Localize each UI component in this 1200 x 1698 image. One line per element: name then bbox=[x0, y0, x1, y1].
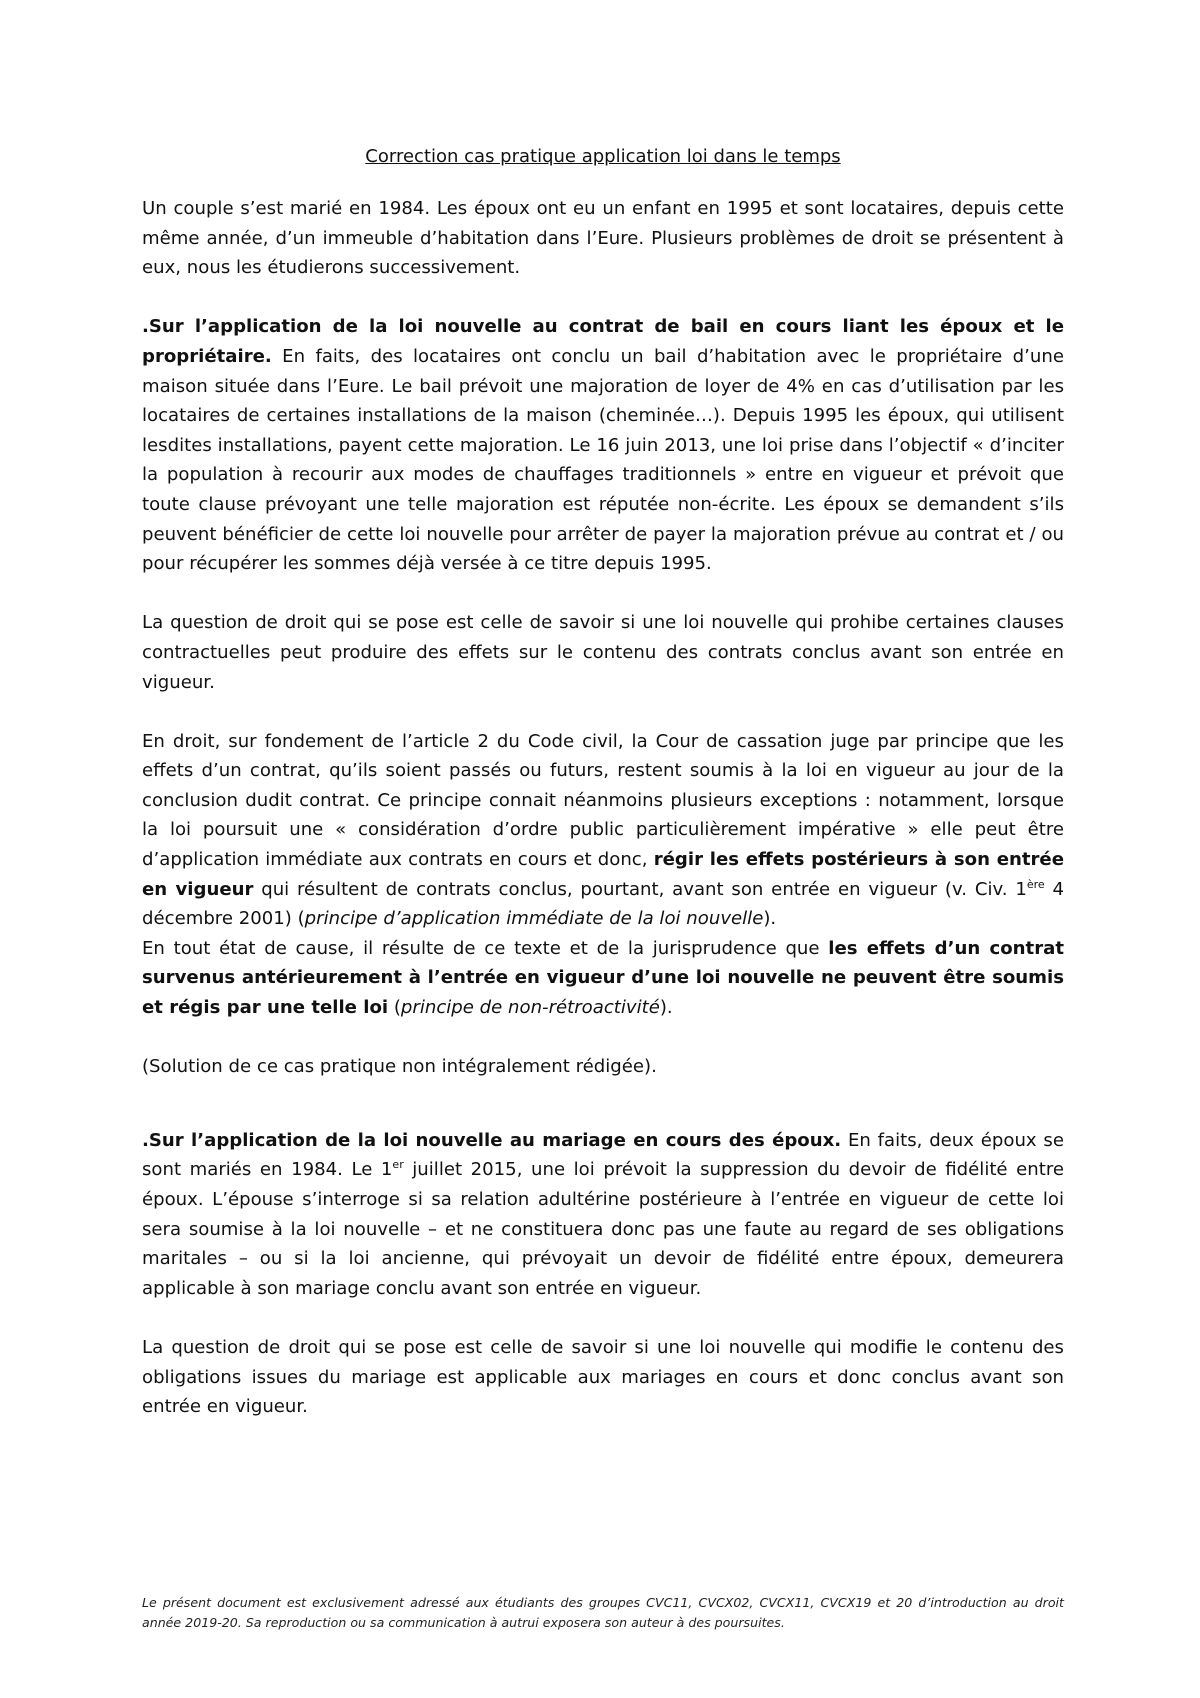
spacer bbox=[142, 697, 1064, 727]
section2-facts: juillet 2015, une loi prévoit la suppression du devoir de fidélité entre époux. L’épouse s’interroge si sa relation adultérine postérieure à l’entrée en vigueur de cette loi sera soumise à la loi nouvelle – et ne constituera donc pas une faute au regard de ses obligations maritales – ou si la loi ancienne, qui prévoyait un devoir de fidélité entre époux, demeurera applicable à son mariage conclu avant son entrée en vigueur. bbox=[142, 1159, 1064, 1299]
ordinal-superscript: er bbox=[392, 1158, 404, 1172]
section1-law-paragraph bbox=[142, 727, 1064, 934]
spacer bbox=[142, 1082, 1064, 1126]
law-bold: les effets d’un contrat survenus antérieurement à l’entrée en vigueur d’une loi nouvelle ne peuvent être soumis et régis par une telle loi bbox=[142, 937, 1064, 1019]
section1-question: La question de droit qui se pose est celle de savoir si une loi nouvelle qui prohibe certaines clauses contractuelles peut produire des effets sur le contenu des contrats conclus avant son entrée en vigueur. bbox=[142, 612, 1064, 693]
law-text: En droit, sur fondement de l’article 2 du Code civil, la Cour de cassation juge par principe que les effets d’un contrat, qu’ils soient passés ou futurs, restent soumis à la loi en vigueur au jour de la conclusion dudit contrat. Ce principe connait néanmoins plusieurs exceptions : notamment, lorsque la loi poursuit une « considération d’ordre public particulièrement impérative » elle peut être d’application immédiate aux contrats en cours et donc, bbox=[142, 730, 1064, 871]
document-page bbox=[142, 142, 1064, 1422]
section1-heading: .Sur l’application de la loi nouvelle au contrat de bail en cours liant les époux et le propriétaire. bbox=[142, 316, 1064, 367]
section2-question: La question de droit qui se pose est celle de savoir si une loi nouvelle qui modifie le contenu des obligations issues du mariage est applicable aux mariages en cours et donc conclus avant son entrée en vigueur. bbox=[142, 1336, 1064, 1418]
footer-notice: Le présent document est exclusivement adressé aux étudiants des groupes CVC11, CVCX02, CVCX11, CVCX19 et 20 d’introduction au droit année 2019-20. Sa reproduction ou sa communication à autrui exposera son auteur à des poursuites. bbox=[142, 1595, 1064, 1630]
law-italic: principe de non-rétroactivité bbox=[400, 997, 660, 1019]
section1-solution-note: (Solution de ce cas pratique non intégralement rédigée). bbox=[142, 1056, 657, 1078]
law-text: ( bbox=[388, 997, 401, 1019]
intro-paragraph: Un couple s’est marié en 1984. Les époux ont eu un enfant en 1995 et sont locataires, depuis cette même année, d’un immeuble d’habitation dans l’Eure. Plusieurs problèmes de droit se présentent à eux, nous les étudierons successivement. bbox=[142, 198, 1064, 279]
spacer bbox=[142, 579, 1064, 609]
section2-facts: En faits, deux époux se sont mariés en 1984. Le 1 bbox=[142, 1129, 1064, 1181]
section1-law-paragraph-2 bbox=[142, 934, 1064, 1023]
law-text: ). bbox=[659, 997, 673, 1019]
spacer bbox=[142, 283, 1064, 313]
law-text: qui résultent de contrats conclus, pourtant, avant son entrée en vigueur (v. Civ. 1 bbox=[253, 878, 1027, 900]
section2-heading: .Sur l’application de la loi nouvelle au mariage en cours des époux. bbox=[142, 1129, 842, 1151]
page-title: Correction cas pratique application loi dans le temps bbox=[365, 146, 841, 167]
law-text: En tout état de cause, il résulte de ce texte et de la jurisprudence que bbox=[142, 937, 829, 959]
law-italic: principe d’application immédiate de la loi nouvelle bbox=[304, 908, 764, 930]
law-bold: régir les effets postérieurs à son entrée en vigueur bbox=[142, 849, 1064, 900]
spacer bbox=[142, 1023, 1064, 1053]
section1-facts: En faits, des locataires ont conclu un bail d’habitation avec le propriétaire d’une maison située dans l’Eure. Le bail prévoit une majoration de loyer de 4% en cas d’utilisation par les locataires de certaines installations de la maison (cheminée…). Depuis 1995 les époux, qui utilisent lesdites installations, payent cette majoration. Le 16 juin 2013, une loi prise dans l’objectif « d’inciter la population à recourir aux modes de chauffages traditionnels » entre en vigueur et prévoit que toute clause prévoyant une telle majoration est réputée non-écrite. Les époux se demandent s’ils peuvent bénéficier de cette loi nouvelle pour arrêter de payer la majoration prévue au contrat et / ou pour récupérer les sommes déjà versée à ce titre depuis 1995. bbox=[142, 345, 1064, 575]
section2-facts-paragraph bbox=[142, 1126, 1064, 1304]
law-text: ). bbox=[763, 908, 777, 930]
law-text: 4 décembre 2001) ( bbox=[142, 878, 1064, 930]
section1-facts-paragraph bbox=[142, 312, 1064, 578]
spacer bbox=[142, 1303, 1064, 1333]
ordinal-superscript: ère bbox=[1026, 877, 1045, 891]
